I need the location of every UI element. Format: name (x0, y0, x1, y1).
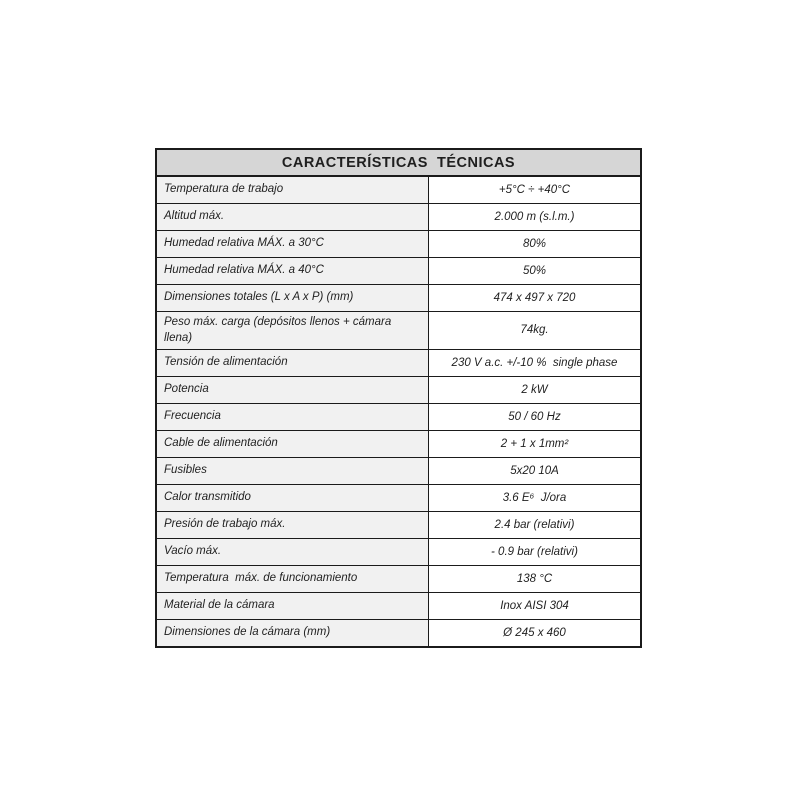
spec-value: 80% (429, 231, 640, 257)
spec-value: 2 + 1 x 1mm² (429, 431, 640, 457)
spec-value: 2.000 m (s.l.m.) (429, 204, 640, 230)
spec-label: Altitud máx. (157, 204, 429, 230)
table-row (157, 350, 640, 377)
table-row (157, 620, 640, 646)
table-row (157, 258, 640, 285)
table-row (157, 312, 640, 350)
spec-value: Inox AISI 304 (429, 593, 640, 619)
spec-value: 138 °C (429, 566, 640, 592)
technical-specs-table (155, 148, 642, 648)
spec-value: 230 V a.c. +/-10 % single phase (429, 350, 640, 376)
spec-value: 2 kW (429, 377, 640, 403)
table-row (157, 177, 640, 204)
spec-label: Calor transmitido (157, 485, 429, 511)
spec-value: - 0.9 bar (relativi) (429, 539, 640, 565)
spec-value: 50% (429, 258, 640, 284)
spec-value: 50 / 60 Hz (429, 404, 640, 430)
spec-value: 3.6 E⁶ J/ora (429, 485, 640, 511)
spec-value: +5°C ÷ +40°C (429, 177, 640, 203)
spec-label: Temperatura de trabajo (157, 177, 429, 203)
spec-label: Tensión de alimentación (157, 350, 429, 376)
spec-label: Temperatura máx. de funcionamiento (157, 566, 429, 592)
table-row (157, 458, 640, 485)
table-row (157, 593, 640, 620)
table-title: CARACTERÍSTICAS TÉCNICAS (157, 150, 640, 177)
spec-value: 74kg. (429, 312, 640, 349)
table-rows (157, 177, 640, 646)
spec-value: 2.4 bar (relativi) (429, 512, 640, 538)
spec-label: Humedad relativa MÁX. a 30°C (157, 231, 429, 257)
table-row (157, 485, 640, 512)
spec-label: Dimensiones de la cámara (mm) (157, 620, 429, 646)
spec-label: Peso máx. carga (depósitos llenos + cámara llena) (157, 312, 429, 349)
spec-value: 5x20 10A (429, 458, 640, 484)
spec-label: Material de la cámara (157, 593, 429, 619)
spec-label: Vacío máx. (157, 539, 429, 565)
spec-label: Humedad relativa MÁX. a 40°C (157, 258, 429, 284)
spec-label: Cable de alimentación (157, 431, 429, 457)
spec-label: Frecuencia (157, 404, 429, 430)
spec-label: Potencia (157, 377, 429, 403)
spec-value: 474 x 497 x 720 (429, 285, 640, 311)
table-row (157, 404, 640, 431)
table-row (157, 512, 640, 539)
table-row (157, 539, 640, 566)
spec-label: Dimensiones totales (L x A x P) (mm) (157, 285, 429, 311)
spec-value: Ø 245 x 460 (429, 620, 640, 646)
spec-label: Fusibles (157, 458, 429, 484)
table-row (157, 377, 640, 404)
table-row (157, 285, 640, 312)
table-row (157, 566, 640, 593)
table-row (157, 431, 640, 458)
spec-label: Presión de trabajo máx. (157, 512, 429, 538)
table-row (157, 231, 640, 258)
table-row (157, 204, 640, 231)
